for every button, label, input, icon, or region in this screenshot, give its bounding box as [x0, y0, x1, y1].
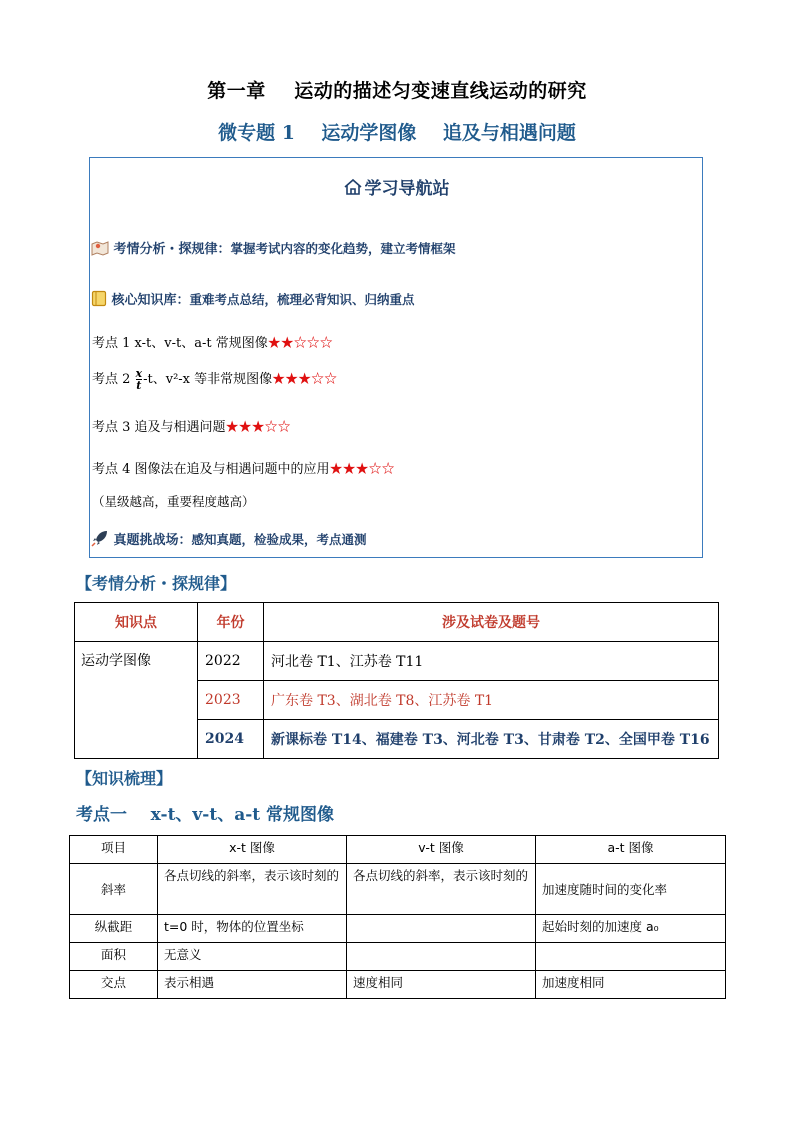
nav-line-label: 考情分析・探规律：: [113, 242, 231, 257]
year-cell: 2023: [198, 681, 264, 720]
fraction-x-over-t: $\frac{x}{t}$: [135, 367, 143, 392]
nav-title: 学习导航站: [364, 179, 450, 199]
kaodian-text: -t、v²-x 等非常规图像: [143, 372, 273, 387]
nav-line-desc: 掌握考试内容的变化趋势，建立考情框架: [230, 241, 456, 256]
sub-title: 微专题 1 运动学图像 追及与相遇问题: [218, 122, 576, 144]
table-cell: [347, 915, 536, 943]
stars-rating: ★★☆☆☆: [267, 336, 333, 351]
table-cell: [347, 943, 536, 971]
papers-cell: 河北卷 T1、江苏卷 T11: [264, 642, 719, 681]
book-icon: [91, 290, 107, 307]
kaodian-prefix: 考点 2: [92, 372, 135, 387]
topic-cell: 运动学图像: [75, 642, 198, 759]
papers-cell: 广东卷 T3、湖北卷 T8、江苏卷 T1: [264, 681, 719, 720]
kaodian-text: 图像法在追及与相遇问题中的应用: [134, 462, 330, 477]
section-knowledge-title: 【知识梳理】: [76, 769, 173, 788]
table-cell: 表示相遇: [158, 971, 347, 999]
stars-rating: ★★★☆☆: [225, 420, 291, 435]
kaodian-prefix: 考点 1: [92, 336, 135, 351]
exam-analysis-table: [74, 602, 719, 759]
table-row: [70, 915, 726, 943]
nav-line-analysis: [91, 238, 456, 257]
nav-line-knowledge: [91, 289, 415, 308]
rocket-icon: [91, 529, 109, 547]
table-row: [75, 642, 719, 681]
table-cell: 面积: [70, 943, 158, 971]
kaodian-4: [92, 458, 395, 477]
nav-heading: [89, 174, 703, 199]
table-row: [70, 864, 726, 915]
kaodian-one-title: 考点一 x-t、v-t、a-t 常规图像: [76, 805, 335, 825]
kaodian-text: x-t、v-t、a-t 常规图像: [134, 336, 268, 351]
stars-rating: ★★★☆☆: [272, 372, 338, 387]
table-header-row: [70, 836, 726, 864]
table-header-cell: 项目: [70, 836, 158, 864]
year-cell: 2024: [198, 720, 264, 759]
table-cell: 速度相同: [347, 971, 536, 999]
nav-line-label: 真题挑战场：: [113, 533, 192, 548]
nav-line-desc: 重难考点总结，梳理必背知识、归纳重点: [189, 292, 415, 307]
table-cell: 交点: [70, 971, 158, 999]
papers-cell: 新课标卷 T14、福建卷 T3、河北卷 T3、甘肃卷 T2、全国甲卷 T16: [264, 720, 719, 759]
nav-line-label: 核心知识库：: [111, 293, 190, 308]
table-cell: 斜率: [70, 864, 158, 915]
table-row: [70, 971, 726, 999]
section-exam-analysis-title: 【考情分析・探规律】: [76, 574, 237, 593]
table-header-cell: a-t 图像: [536, 836, 726, 864]
graph-comparison-table: [69, 835, 726, 999]
table-header-row: [75, 603, 719, 642]
kaodian-3: [92, 416, 291, 435]
table-cell: t=0 时，物体的位置坐标: [158, 915, 347, 943]
kaodian-prefix: 考点 3: [92, 420, 135, 435]
chapter-title: 第一章 运动的描述匀变速直线运动的研究: [207, 80, 587, 102]
year-cell: 2022: [198, 642, 264, 681]
table-cell: 加速度随时间的变化率: [536, 864, 726, 915]
table-cell: 各点切线的斜率，表示该时刻的: [158, 864, 347, 915]
table-cell: [536, 943, 726, 971]
table-header-cell: 知识点: [75, 603, 198, 642]
nav-line-desc: 感知真题，检验成果，考点通测: [191, 532, 367, 547]
kaodian-prefix: 考点 4: [92, 462, 135, 477]
stars-rating: ★★★☆☆: [329, 462, 395, 477]
table-header-cell: 年份: [198, 603, 264, 642]
kaodian-1: [92, 332, 333, 351]
table-header-cell: x-t 图像: [158, 836, 347, 864]
table-header-cell: 涉及试卷及题号: [264, 603, 719, 642]
map-icon: [91, 240, 109, 256]
nav-line-challenge: [91, 529, 367, 548]
kaodian-2: [92, 368, 337, 391]
table-row: [70, 943, 726, 971]
table-cell: 加速度相同: [536, 971, 726, 999]
table-cell: 各点切线的斜率，表示该时刻的: [347, 864, 536, 915]
kaodian-text: 追及与相遇问题: [134, 420, 226, 435]
table-cell: 无意义: [158, 943, 347, 971]
table-cell: 纵截距: [70, 915, 158, 943]
table-cell: 起始时刻的加速度 a₀: [536, 915, 726, 943]
star-note: （星级越高，重要程度越高）: [92, 494, 255, 509]
table-header-cell: v-t 图像: [347, 836, 536, 864]
home-icon: [343, 177, 363, 197]
